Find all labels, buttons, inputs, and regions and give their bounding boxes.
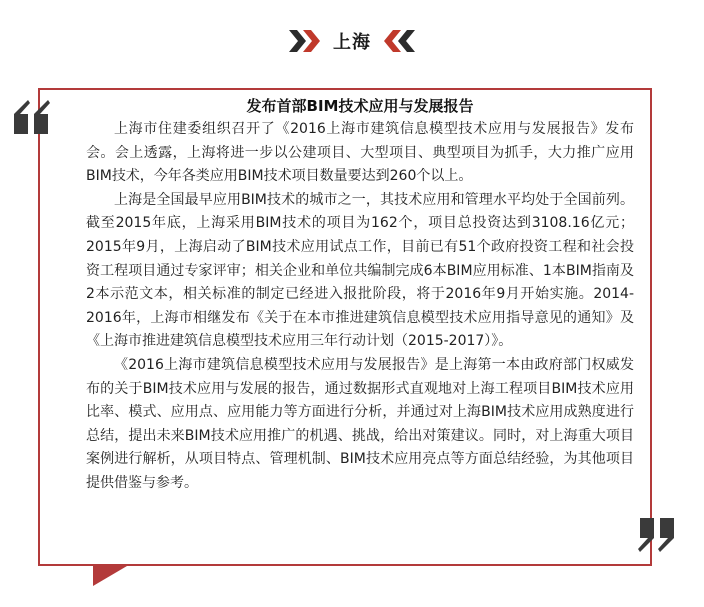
double-chevron-left-icon [381,30,415,52]
open-quote-icon [14,100,50,138]
close-quote-icon [638,518,674,556]
article-paragraph-2: 上海是全国最早应用BIM技术的城市之一，其技术应用和管理水平均处于全国前列。截至2015年底，上海采用BIM技术的项目为162个，项目总投资达到3108.16亿元；2015年9月，上海启动了BIM技术应用试点工作，目前已有51个政府投资工程和社会投资工程项目通过专家评审；相关企业和单位共编制完成6本BIM应用标准、1本BIM指南及2本示范文本，相关标准的制定已经进入报批阶段，将于2016年9月开始实施。2014-2016年，上海市相继发布《关于在本市推进建筑信息模型技术应用指导意见的通知》及《上海市推进建筑信息模型技术应用三年行动计划（2015-2017）》。 [86,191,634,350]
article-paragraph-3: 《2016上海市建筑信息模型技术应用与发展报告》是上海第一本由政府部门权威发布的关于BIM技术应用与发展的报告，通过数据形式直观地对上海工程项目BIM技术应用比率、模式、应用点、应用能力等方面进行分析，并通过对上海BIM技术应用成熟度进行总结，提出未来BIM技术应用推广的机遇、挑战，给出对策建议。同时，对上海重大项目案例进行解析，从项目特点、管理机制、BIM技术应用亮点等方面总结经验，为其他项目提供借鉴与参考。 [86,356,634,491]
corner-triangle-decoration [93,566,127,590]
section-title: 上海 [333,32,371,53]
article-title: 发布首部BIM技术应用与发展报告 [246,97,474,115]
article-paragraph-1: 上海市住建委组织召开了《2016上海市建筑信息模型技术应用与发展报告》发布会。会上透露，上海将进一步以公建项目、大型项目、典型项目为抓手，大力推广应用BIM技术，今年各类应用BIM技术项目数量要达到260个以上。 [86,121,634,185]
double-chevron-right-icon [289,30,323,52]
section-header [0,26,704,56]
article-content [86,94,634,496]
